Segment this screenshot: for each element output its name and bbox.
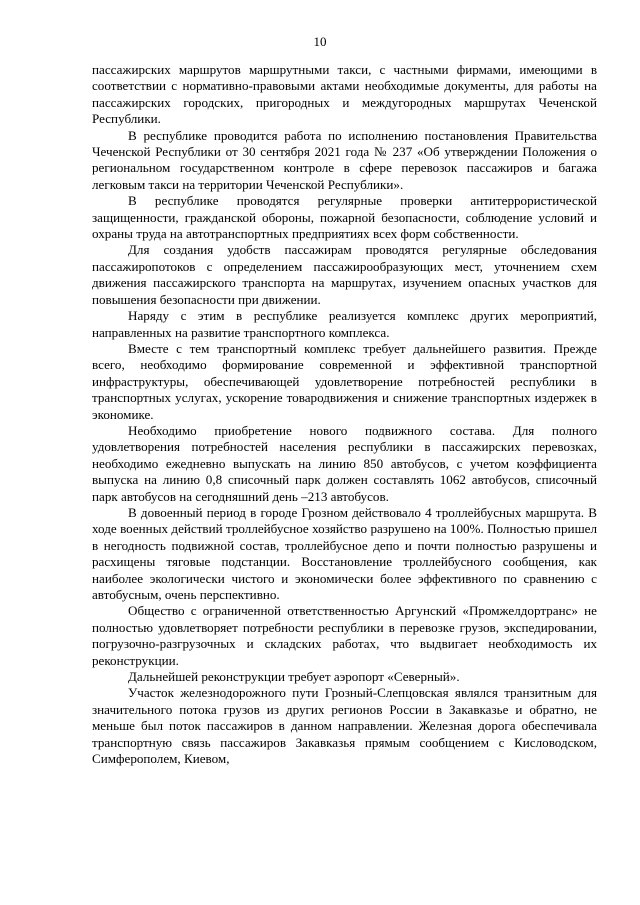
document-body — [92, 62, 597, 767]
paragraph: Для создания удобств пассажирам проводятся регулярные обследования пассажиропотоков с определением пассажирообразующих мест, уточнением схем движения пассажирского транспорта на маршрутах, изучением опасных участков для повышения безопасности при движении. — [92, 242, 597, 307]
paragraph: Общество с ограниченной ответственностью Аргунский «Промжелдортранс» не полностью удовлетворяет потребности республики в перевозке грузов, экспедировании, погрузочно-разгрузочных и складских работах, что выдвигает необходимость их реконструкции. — [92, 603, 597, 668]
paragraph: В республике проводятся регулярные проверки антитеррористической защищенности, гражданской обороны, пожарной безопасности, соблюдение условий и охраны труда на автотранспортных предприятиях всех форм собственности. — [92, 193, 597, 242]
paragraph: Наряду с этим в республике реализуется комплекс других мероприятий, направленных на развитие транспортного комплекса. — [92, 308, 597, 340]
paragraph: Необходимо приобретение нового подвижного состава. Для полного удовлетворения потребностей населения республики в пассажирских перевозках, необходимо ежедневно выпускать на линию 850 автобусов, с учетом коэффициента выпуска на линию 0,8 списочный парк должен составлять 1062 автобусов, списочный парк автобусов на сегодняшний день –213 автобусов. — [92, 422, 597, 504]
paragraph: Вместе с тем транспортный комплекс требует дальнейшего развития. Прежде всего, необходимо формирование современной и эффективной транспортной инфраструктуры, обеспечивающей удовлетворение потребностей республики в транспортных услугах, ускорение товародвижения и снижение транспортных издержек в экономике. — [92, 340, 597, 422]
paragraph: В довоенный период в городе Грозном действовало 4 троллейбусных маршрута. В ходе военных действий троллейбусное хозяйство разрушено на 100%. Полностью пришел в негодность подвижной состав, троллейбусное депо и почти полностью разрушены и расхищены тяговые подстанции. Восстановление троллейбусного сообщения, как наиболее экологически чистого и экономически более эффективного по сравнению с автобусным, очень перспективно. — [92, 504, 597, 602]
paragraph: Дальнейшей реконструкции требует аэропорт «Северный». — [128, 669, 460, 685]
paragraph: В республике проводится работа по исполнению постановления Правительства Чеченской Республики от 30 сентября 2021 года № 237 «Об утверждении Положения о региональном государственном контроле в сфере перевозок пассажиров и багажа легковым такси на территории Чеченской Республики». — [92, 127, 597, 192]
page-number: 10 — [313, 34, 327, 49]
paragraph: Участок железнодорожного пути Грозный-Слепцовская являлся транзитным для значительного потока грузов из других регионов России в Закавказье и обратно, не меньше был поток пассажиров в данном направлении. Железная дорога обеспечивала транспортную связь пассажиров Закавказья прямым сообщением с Кисловодском, Симферополем, Киевом, — [92, 685, 597, 767]
paragraph: пассажирских маршрутов маршрутными такси, с частными фирмами, имеющими в соответствии с нормативно-правовыми актами необходимые документы, для работы на пассажирских городских, пригородных и междугородных маршрутах Чеченской Республики. — [92, 62, 597, 127]
